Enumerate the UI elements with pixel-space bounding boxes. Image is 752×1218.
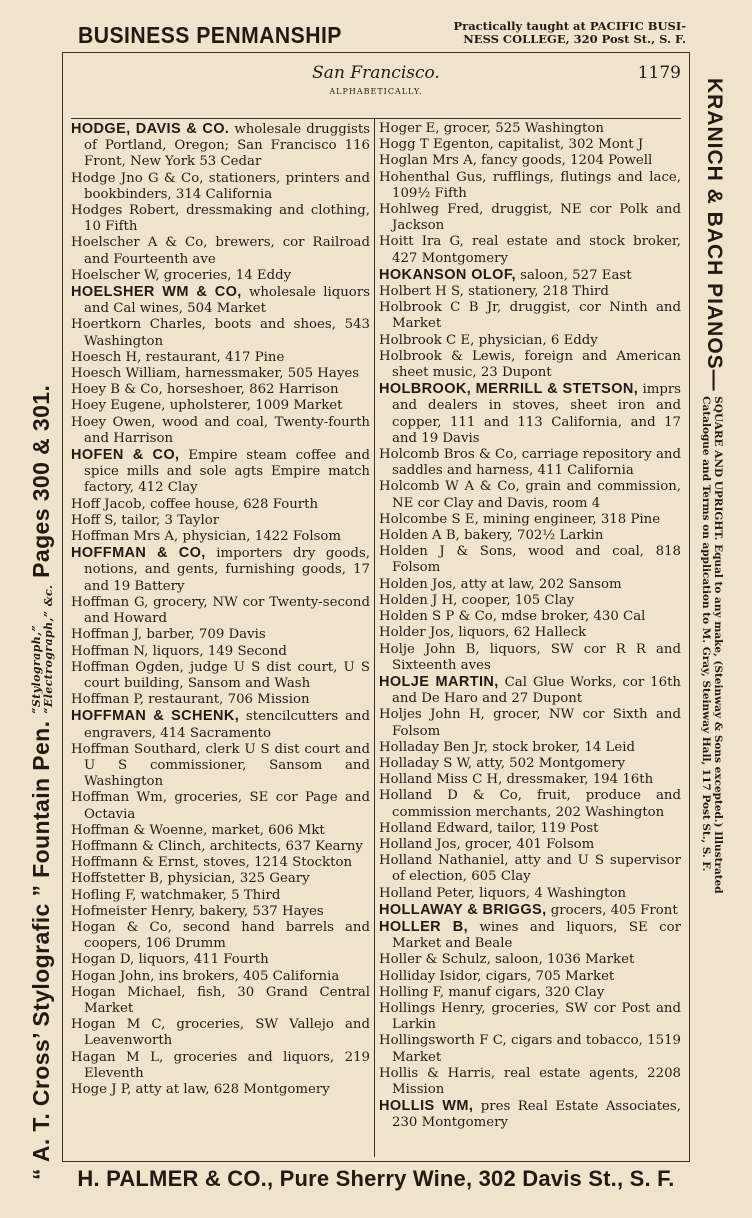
- entry-text: Hoffman & Woenne, market, 606 Mkt: [71, 822, 325, 838]
- entry-text: Hoey Owen, wood and coal, Twenty-fourth and Harrison: [71, 414, 370, 446]
- top-ad-details: [346, 20, 686, 46]
- entry-text: Holden J & Sons, wood and coal, 818 Folsom: [379, 544, 681, 576]
- entry-text: Holjes John H, grocer, NW cor Sixth and Folsom: [379, 707, 681, 739]
- entry-text: Hodge Jno G & Co, stationers, printers and bookbinders, 314 California: [71, 170, 370, 202]
- entry-text: Hoglan Mrs A, fancy goods, 1204 Powell: [379, 153, 653, 169]
- directory-entry: [71, 1017, 370, 1049]
- directory-entry: [71, 742, 370, 791]
- entry-text: Hoffmann & Ernst, stoves, 1214 Stockton: [71, 855, 353, 871]
- right-ad-main: KRANICH & BACH PIANOS—: [703, 78, 726, 392]
- entry-text: Holladay S W, atty, 502 Montgomery: [379, 755, 626, 771]
- entry-text: Hogan Michael, fish, 30 Grand Central Market: [71, 984, 370, 1016]
- entry-text: Holland Edward, tailor, 119 Post: [379, 820, 599, 836]
- directory-entry: [71, 447, 370, 497]
- bottom-advertisement: [62, 1166, 690, 1206]
- directory-entry: [379, 577, 681, 593]
- entry-text: Hogan & Co, second hand barrels and coopers, 106 Drumm: [71, 919, 370, 952]
- entry-text: Holden S P & Co, mdse broker, 430 Cal: [379, 609, 646, 625]
- entry-text: Holler & Schulz, saloon, 1036 Market: [379, 952, 635, 968]
- entry-text: Holland Miss C H, dressmaker, 194 16th: [379, 772, 654, 788]
- directory-entry: [71, 627, 370, 643]
- directory-entry: [379, 837, 681, 853]
- directory-entry: [379, 952, 681, 968]
- directory-entry: [379, 1098, 681, 1131]
- entry-text: Hollings Henry, groceries, SW cor Post and Larkin: [379, 1000, 681, 1033]
- directory-entry: [379, 544, 681, 576]
- entry-text: Holland Peter, liquors, 4 Washington: [379, 885, 627, 901]
- directory-entry: [71, 660, 370, 692]
- entry-text: imprs and dealers in stoves, sheet iron and copper, 111 and 113 California, and 17 and 19 Davis: [392, 382, 681, 446]
- directory-entry: [379, 267, 681, 284]
- directory-page-frame: [62, 52, 690, 1162]
- directory-entry: [71, 529, 370, 545]
- entry-bold-name: HOLJE MARTIN,: [379, 673, 499, 690]
- entry-text: Hollingsworth F C, cigars and tobacco, 1519 Market: [379, 1033, 681, 1065]
- entry-text: Hohenthal Gus, rufflings, flutings and lace, 109½ Fifth: [379, 169, 681, 201]
- directory-entry: [71, 415, 370, 447]
- bottom-ad-text: H. PALMER & CO., Pure Sherry Wine, 302 Davis St., S. F.: [77, 1166, 675, 1191]
- entry-text: Hoffman P, restaurant, 706 Mission: [71, 692, 310, 708]
- entry-text: Holbrook & Lewis, foreign and American sheet music, 23 Dupont: [379, 348, 681, 381]
- entry-text: Holland Jos, grocer, 401 Folsom: [379, 836, 595, 852]
- directory-entry: [379, 349, 681, 381]
- entry-text: Holcombe S E, mining engineer, 318 Pine: [379, 511, 661, 527]
- running-head: [63, 63, 689, 96]
- left-ad-small-bottom: “Electrograph,” &c.: [41, 584, 55, 714]
- directory-entry: [379, 772, 681, 788]
- directory-entry: [71, 595, 370, 627]
- directory-entry: [71, 839, 370, 855]
- directory-entry: [379, 788, 681, 820]
- directory-entry: [379, 121, 681, 137]
- right-ad-line-2: Catalogue and Terms on application to M. Gray, Steinway Hall, 117 Post St., S. F.: [700, 396, 713, 872]
- directory-entry: [379, 234, 681, 266]
- entry-text: grocers, 405 Front: [546, 902, 678, 918]
- directory-entry: [71, 1050, 370, 1082]
- top-ad-headline: BUSINESS PENMANSHIP: [78, 22, 342, 48]
- directory-entry: [71, 855, 370, 871]
- directory-entry: [71, 823, 370, 839]
- entry-bold-name: HODGE, DAVIS & CO.: [71, 121, 230, 137]
- left-ad-small-top: “Stylograph,”: [29, 624, 43, 714]
- directory-entry: [71, 692, 370, 708]
- entry-bold-name: HOLLIS WM,: [379, 1098, 474, 1115]
- directory-entry: [379, 674, 681, 707]
- entry-text: Hofling F, watchmaker, 5 Third: [71, 887, 281, 903]
- directory-entry: [71, 644, 370, 660]
- directory-entry: [379, 821, 681, 837]
- directory-entry: [71, 203, 370, 235]
- directory-entry: [71, 350, 370, 366]
- directory-entry: [71, 888, 370, 904]
- entry-bold-name: HOLLER B,: [379, 918, 469, 935]
- entry-bold-name: HOFEN & CO,: [71, 447, 180, 464]
- entry-text: Hoger E, grocer, 525 Washington: [379, 121, 604, 136]
- entry-text: Hoffstetter B, physician, 325 Geary: [71, 871, 310, 887]
- entry-text: Holland Nathaniel, atty and U S supervisor of election, 605 Clay: [379, 853, 681, 885]
- entry-text: Hoesch William, harnessmaker, 505 Hayes: [71, 366, 360, 382]
- right-margin-advertisement: [696, 78, 726, 1148]
- entry-text: Hoffman Southard, clerk U S dist court and U S commissioner, Sansom and Washington: [71, 741, 370, 790]
- entry-text: Hoitt Ira G, real estate and stock broker, 427 Montgomery: [379, 234, 681, 266]
- directory-entry: [71, 121, 370, 171]
- directory-entry: [379, 479, 681, 511]
- entry-text: Holden Jos, atty at law, 202 Sansom: [379, 576, 622, 592]
- entry-text: Hoffman N, liquors, 149 Second: [71, 643, 287, 659]
- right-ad-small: [700, 396, 724, 893]
- entry-text: Holbrook C B Jr, druggist, cor Ninth and Market: [379, 300, 681, 332]
- directory-entry: [71, 171, 370, 203]
- directory-entry: [379, 853, 681, 885]
- entry-text: Hogan M C, groceries, SW Vallejo and Leavenworth: [71, 1017, 370, 1049]
- directory-entry: [379, 381, 681, 447]
- entry-bold-name: HOFFMAN & CO,: [71, 545, 206, 562]
- directory-entry: [71, 871, 370, 887]
- running-head-subtitle: ALPHABETICALLY.: [329, 87, 423, 96]
- entry-text: Hoey B & Co, horseshoer, 862 Harrison: [71, 382, 339, 398]
- directory-entry: [379, 512, 681, 528]
- entry-text: saloon, 527 East: [515, 267, 632, 283]
- left-ad-small: [31, 585, 55, 714]
- directory-entry: [379, 153, 681, 169]
- directory-entry: [71, 920, 370, 952]
- directory-entry: [379, 707, 681, 739]
- right-column: [379, 121, 681, 1157]
- entry-text: Holcomb Bros & Co, carriage repository and saddles and harness, 411 California: [379, 447, 681, 479]
- entry-bold-name: HOLLAWAY & BRIGGS,: [379, 901, 547, 918]
- directory-entry: [379, 333, 681, 349]
- entry-text: Hodges Robert, dressmaking and clothing, 10 Fifth: [71, 203, 370, 235]
- directory-entry: [71, 545, 370, 595]
- entry-text: Holling F, manuf cigars, 320 Clay: [379, 984, 605, 1000]
- directory-entry: [71, 382, 370, 398]
- entry-text: Holder Jos, liquors, 62 Halleck: [379, 625, 587, 641]
- running-head-place: San Francisco.: [312, 63, 440, 83]
- entry-text: Hohlweg Fred, druggist, NE cor Polk and Jackson: [379, 202, 681, 234]
- top-advertisement: [78, 18, 688, 52]
- directory-entry: [379, 902, 681, 919]
- entry-text: Hoffman J, barber, 709 Davis: [71, 627, 266, 643]
- entry-text: Hoertkorn Charles, boots and shoes, 543 Washington: [71, 317, 370, 349]
- column-divider: [374, 119, 375, 1157]
- entry-text: Holje John B, liquors, SW cor R R and Sixteenth aves: [379, 641, 681, 673]
- entry-text: Hoffman Mrs A, physician, 1422 Folsom: [71, 529, 342, 545]
- entry-text: Hoff S, tailor, 3 Taylor: [71, 512, 220, 528]
- header-rule: [71, 118, 681, 119]
- entry-text: Hoelscher W, groceries, 14 Eddy: [71, 267, 292, 283]
- left-ad-pages: Pages 300 & 301.: [28, 384, 54, 578]
- directory-entry: [71, 398, 370, 414]
- entry-text: Holland D & Co, fruit, produce and commission merchants, 202 Washington: [379, 788, 681, 820]
- entry-text: Holliday Isidor, cigars, 705 Market: [379, 968, 615, 984]
- entry-text: Hoffmann & Clinch, architects, 637 Kearny: [71, 838, 363, 854]
- entry-text: Holcomb W A & Co, grain and commission, NE cor Clay and Davis, room 4: [379, 479, 681, 511]
- entry-text: Hollis & Harris, real estate agents, 2208 Mission: [379, 1065, 681, 1097]
- entry-text: Hoey Eugene, upholsterer, 1009 Market: [71, 398, 343, 414]
- entry-text: Hoffman G, grocery, NW cor Twenty-second and Howard: [71, 594, 370, 627]
- directory-entry: [379, 202, 681, 234]
- entry-bold-name: HOLBROOK, MERRILL & STETSON,: [379, 381, 639, 398]
- directory-entry: [71, 284, 370, 317]
- directory-entry: [379, 137, 681, 153]
- top-ad-line-1: Practically taught at PACIFIC BUSI-: [453, 19, 686, 33]
- directory-entry: [379, 284, 681, 300]
- entry-text: importers dry goods, notions, and gents, furnishing goods, 17 and 19 Battery: [84, 546, 370, 594]
- directory-entry: [379, 1001, 681, 1033]
- entry-text: Hoelscher A & Co, brewers, cor Railroad and Fourteenth ave: [71, 235, 370, 267]
- entry-text: Holden J H, cooper, 105 Clay: [379, 592, 575, 608]
- directory-entry: [379, 985, 681, 1001]
- left-ad-main: “ A. T. Cross’ Stylografic ” Fountain Pen.: [28, 720, 54, 1180]
- directory-entry: [379, 625, 681, 641]
- directory-entry: [71, 952, 370, 968]
- entry-bold-name: HOELSHER WM & CO,: [71, 284, 242, 301]
- entry-bold-name: HOKANSON OLOF,: [379, 266, 516, 283]
- entry-text: Cal Glue Works, cor 16th and De Haro and 27 Dupont: [392, 674, 681, 707]
- directory-entry: [379, 528, 681, 544]
- entry-text: wholesale liquors and Cal wines, 504 Market: [84, 285, 370, 317]
- entry-text: Hoge J P, atty at law, 628 Montgomery: [71, 1081, 330, 1097]
- directory-entry: [71, 366, 370, 382]
- entry-text: Hoesch H, restaurant, 417 Pine: [71, 349, 285, 365]
- directory-entry: [379, 300, 681, 332]
- entry-text: Empire steam coffee and spice mills and sole agts Empire match factory, 412 Clay: [84, 448, 370, 496]
- directory-entry: [71, 317, 370, 349]
- entry-bold-name: HOFFMAN & SCHENK,: [71, 708, 240, 725]
- entry-text: Hogg T Egenton, capitalist, 302 Mont J: [379, 137, 644, 153]
- entry-text: stencilcutters and engravers, 414 Sacramento: [84, 709, 370, 741]
- top-ad-line-2: NESS COLLEGE, 320 Post St., S. F.: [463, 32, 686, 46]
- directory-entry: [71, 268, 370, 284]
- page-number: 1179: [637, 63, 681, 83]
- left-column: [71, 121, 370, 1157]
- directory-entry: [379, 447, 681, 479]
- entry-text: Hoff Jacob, coffee house, 628 Fourth: [71, 496, 319, 512]
- directory-entry: [379, 919, 681, 952]
- directory-entry: [379, 642, 681, 674]
- entry-text: Hoffman Wm, groceries, SE cor Page and Octavia: [71, 790, 370, 822]
- entry-text: Hagan M L, groceries and liquors, 219 Eleventh: [71, 1049, 370, 1081]
- directory-entry: [379, 969, 681, 985]
- directory-entry: [379, 886, 681, 902]
- directory-entry: [71, 969, 370, 985]
- directory-entry: [71, 235, 370, 267]
- directory-entry: [71, 1082, 370, 1098]
- entry-text: Hofmeister Henry, bakery, 537 Hayes: [71, 903, 324, 919]
- directory-entry: [379, 1066, 681, 1098]
- right-ad-line-1: SQUARE AND UPRIGHT. Equal to any make, (Steinway & Sons excepted.) Illustrated: [712, 396, 725, 894]
- directory-entry: [379, 170, 681, 202]
- directory-entry: [379, 1033, 681, 1065]
- entry-text: wines and liquors, SE cor Market and Beale: [392, 919, 681, 952]
- entry-text: Hoffman Ogden, judge U S dist court, U S court building, Sansom and Wash: [71, 659, 370, 691]
- directory-entry: [379, 609, 681, 625]
- directory-entry: [379, 756, 681, 772]
- directory-entry: [71, 985, 370, 1017]
- entry-text: Holden A B, bakery, 702½ Larkin: [379, 528, 604, 544]
- entry-text: wholesale druggists of Portland, Oregon; San Francisco 116 Front, New York 53 Cedar: [84, 122, 370, 170]
- entry-text: Holbrook C E, physician, 6 Eddy: [379, 332, 598, 348]
- entry-text: Holbert H S, stationery, 218 Third: [379, 284, 609, 300]
- directory-entry: [379, 593, 681, 609]
- directory-entry: [71, 904, 370, 920]
- directory-entry: [71, 497, 370, 513]
- entry-text: pres Real Estate Associates, 230 Montgomery: [392, 1099, 681, 1131]
- directory-entry: [71, 790, 370, 822]
- entry-text: Hogan John, ins brokers, 405 California: [71, 968, 340, 984]
- directory-entry: [71, 708, 370, 741]
- entry-text: Holladay Ben Jr, stock broker, 14 Leid: [379, 739, 635, 755]
- left-margin-advertisement: [28, 50, 58, 1180]
- directory-entry: [379, 740, 681, 756]
- directory-entry: [71, 513, 370, 529]
- entry-text: Hogan D, liquors, 411 Fourth: [71, 952, 269, 968]
